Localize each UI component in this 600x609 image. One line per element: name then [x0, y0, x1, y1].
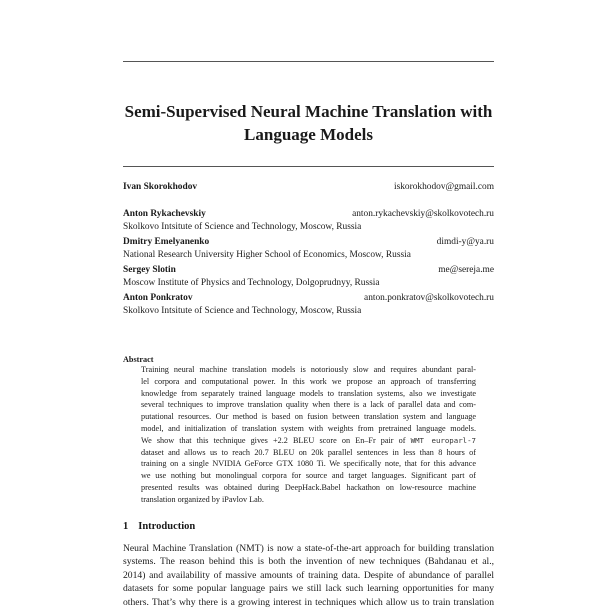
author-block [123, 181, 494, 194]
abstract-line: putational resources. Our method is based on fusion between translation system and language [141, 412, 476, 422]
abstract-line [141, 435, 476, 447]
abstract-line: we use nothing but monolingual corpora for source and target languages. Significant part of [141, 471, 476, 481]
abstract-line: training on a single NVIDIA GeForce GTX 1080 Ti. We specifically note, that for this advance [141, 459, 476, 469]
abstract-line: several techniques to improve translation quality when there is a lack of parallel data and com- [141, 400, 476, 410]
author-name: Sergey Slotin [123, 265, 176, 275]
author-block [123, 208, 494, 234]
title-line: Semi-Supervised Neural Machine Translation with [124, 102, 493, 121]
author-name: Dmitry Emelyanenko [123, 237, 210, 247]
section-number: 1 [123, 521, 129, 532]
abstract-line: knowledge from separately trained language models to translation systems, also we investigate [141, 388, 476, 398]
author-block [123, 236, 494, 262]
abstract-line: Training neural machine translation models is notoriously slow and requires abundant paral- [141, 365, 476, 374]
author-name: Anton Ponkratov [123, 293, 193, 303]
author-affiliation: Moscow Institute of Physics and Technology, Dolgoprudnyy, Russia [123, 278, 380, 288]
abstract-line: presented results was obtained during DeepHack.Babel hackathon on low-resource machine [141, 482, 476, 492]
top-rule [123, 61, 494, 62]
intro-line: systems. The reason behind this is both the invention of new techniques (Bahdanau et al., [123, 556, 494, 568]
intro-line: others. That’s why there is a growing interest in techniques which allow us to train translation [123, 596, 494, 608]
title-line: Language Models [244, 125, 373, 144]
author-name: Ivan Skorokhodov [123, 182, 198, 192]
abstract-line-text: We show that this technique gives +2.2 BLEU score on En–Fr pair of [141, 435, 411, 445]
author-email: me@sereja.me [438, 265, 494, 275]
abstract-line: dataset and allows us to reach 20.7 BLEU on 20k parallel sentences in less than 8 hours of [141, 447, 476, 457]
author-email: dimdi-y@ya.ru [436, 237, 494, 247]
author-affiliation: Skolkovo Intsitute of Science and Technology, Moscow, Russia [123, 222, 362, 232]
author-affiliation: Skolkovo Intsitute of Science and Technology, Moscow, Russia [123, 306, 362, 316]
bottom-rule [123, 166, 494, 167]
author-name: Anton Rykachevskiy [123, 209, 206, 219]
author-email: anton.rykachevskiy@skolkovotech.ru [352, 209, 494, 219]
abstract-body [141, 364, 476, 506]
intro-line: 2014) and availability of massive amounts of training data. Despite of abundance of parallel [123, 569, 494, 581]
author-email: anton.ponkratov@skolkovotech.ru [364, 293, 494, 303]
author-block [123, 292, 494, 318]
abstract-line: model, and initialization of translation system with weights from pretrained language models. [141, 423, 476, 433]
section-heading [123, 521, 195, 532]
author-email: iskorokhodov@gmail.com [393, 182, 494, 192]
abstract-line: lel corpora and computational power. In this work we propose an approach of transferring [141, 376, 476, 386]
abstract-heading: Abstract [123, 355, 154, 364]
introduction-body [123, 542, 494, 609]
author-block [123, 264, 494, 290]
intro-line: datasets for some popular language pairs we still lack such learning opportunities for many [123, 583, 494, 595]
intro-line: Neural Machine Translation (NMT) is now a state-of-the-art approach for building translation [123, 543, 494, 554]
section-title: Introduction [138, 521, 196, 532]
author-affiliation: National Research University Higher School of Economics, Moscow, Russia [123, 250, 411, 260]
paper-title [100, 100, 517, 146]
dataset-name: WMT europarl-7 [410, 435, 477, 445]
abstract-line: translation organized by iPavlov Lab. [141, 494, 264, 504]
